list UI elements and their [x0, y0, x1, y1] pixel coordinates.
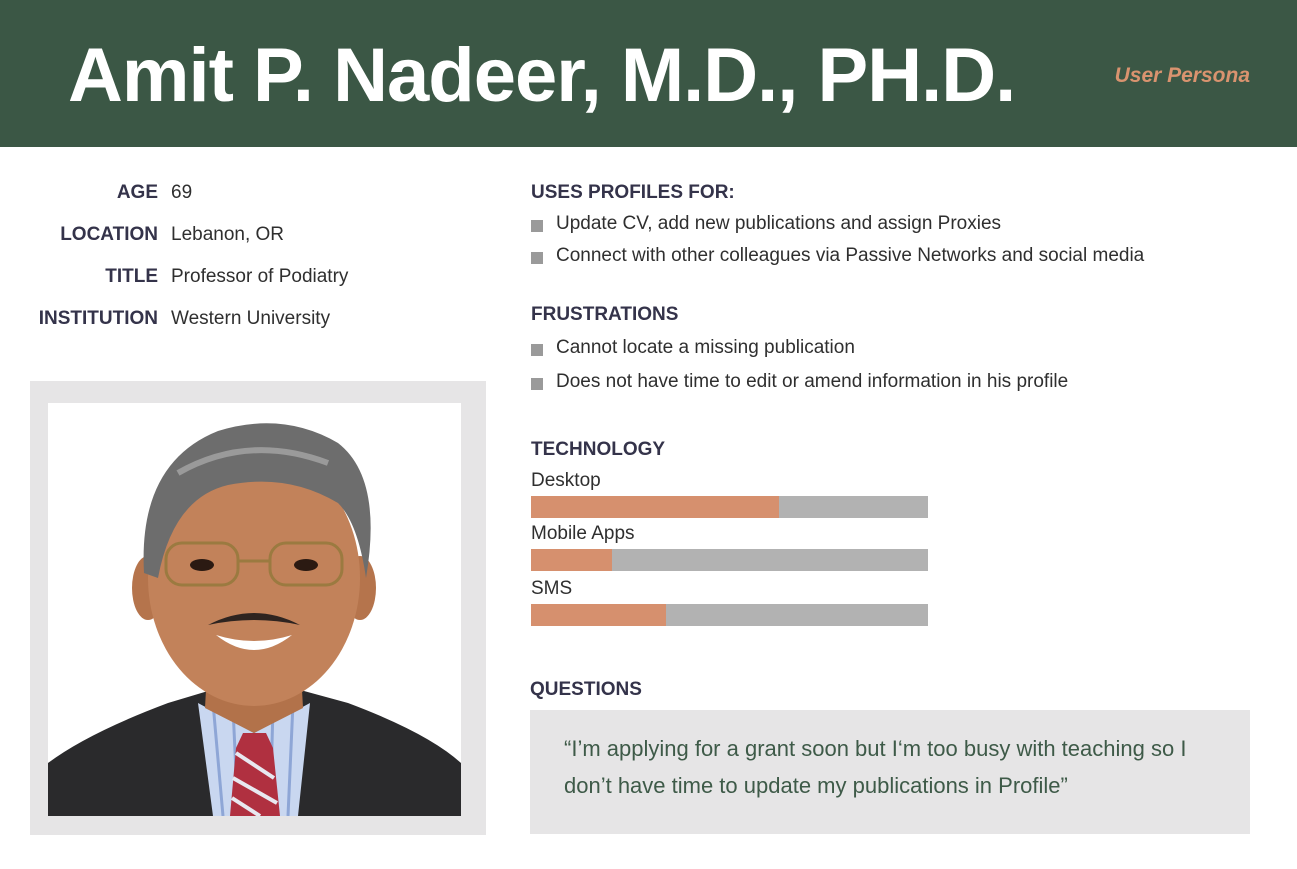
fact-value: Professor of Podiatry — [171, 266, 349, 287]
persona-quote: “I’m applying for a grant soon but I‘m too busy with teaching so I don’t have time to update my publications in Profile” — [564, 736, 1187, 798]
portrait-frame — [30, 381, 486, 835]
fact-row-institution — [0, 302, 480, 344]
tech-bar-fill — [531, 604, 666, 626]
persona-role-label: User Persona — [1114, 64, 1250, 87]
uses-profiles-heading: USES PROFILES FOR: — [531, 182, 735, 203]
quote-box — [530, 710, 1250, 834]
tech-label-sms: SMS — [531, 578, 573, 599]
tech-bar-fill — [531, 549, 612, 571]
fact-row-title — [0, 260, 480, 302]
fact-label: AGE — [116, 182, 158, 203]
tech-bar-mobile-apps — [531, 549, 928, 571]
header-banner — [0, 0, 1297, 147]
questions-heading: QUESTIONS — [530, 679, 642, 700]
tech-bar-sms — [531, 604, 928, 626]
list-item: Connect with other colleagues via Passive Networks and social media — [531, 245, 1144, 267]
tech-label-desktop: Desktop — [531, 470, 601, 491]
tech-bar-desktop — [531, 496, 928, 518]
fact-value: 69 — [171, 182, 193, 203]
technology-heading: TECHNOLOGY — [531, 439, 666, 460]
portrait-illustration — [48, 403, 461, 816]
list-item: Update CV, add new publications and assign Proxies — [531, 213, 1001, 235]
list-item: Cannot locate a missing publication — [531, 337, 855, 359]
fact-label: INSTITUTION — [38, 308, 158, 329]
tech-label-mobile-apps: Mobile Apps — [531, 523, 635, 544]
fact-value: Lebanon, OR — [171, 224, 285, 245]
fact-row-location — [0, 218, 480, 260]
fact-label: LOCATION — [60, 224, 158, 245]
fact-row-age — [0, 176, 480, 218]
persona-facts — [0, 176, 480, 344]
portrait-photo — [48, 403, 461, 816]
fact-value: Western University — [171, 308, 331, 329]
frustrations-heading: FRUSTRATIONS — [531, 304, 679, 325]
tech-bar-fill — [531, 496, 779, 518]
list-item: Does not have time to edit or amend information in his profile — [531, 371, 1068, 393]
fact-label: TITLE — [105, 266, 158, 287]
persona-name: Amit P. Nadeer, M.D., PH.D. — [68, 33, 1016, 118]
